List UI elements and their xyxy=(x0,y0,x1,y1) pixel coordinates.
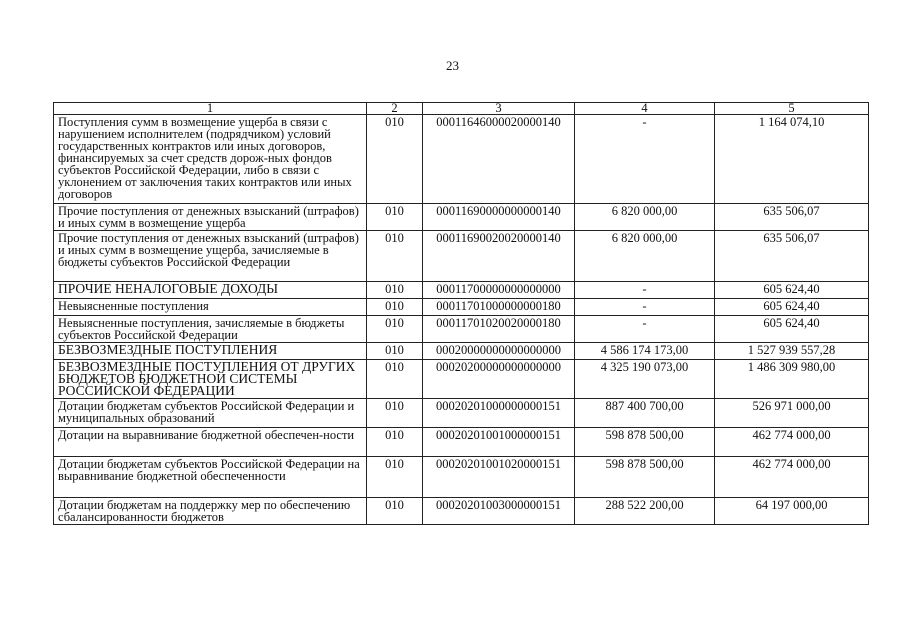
row-planned: - xyxy=(575,282,715,299)
row-planned: 6 820 000,00 xyxy=(575,231,715,282)
row-name: Прочие поступления от денежных взысканий (штрафов) и иных сумм в возмещение ущерба xyxy=(54,204,367,231)
table-row xyxy=(54,498,869,525)
row-name: Прочие поступления от денежных взысканий (штрафов) и иных сумм в возмещение ущерба, зачисляемые в бюджеты субъектов Российской Федерации xyxy=(54,231,367,282)
row-name: БЕЗВОЗМЕЗДНЫЕ ПОСТУПЛЕНИЯ ОТ ДРУГИХ БЮДЖЕТОВ БЮДЖЕТНОЙ СИСТЕМЫ РОССИЙСКОЙ ФЕДЕРАЦИИ xyxy=(54,360,367,399)
row-budget-code: 00011700000000000000 xyxy=(423,282,575,299)
row-budget-code: 00020201001020000151 xyxy=(423,457,575,498)
row-planned: 4 586 174 173,00 xyxy=(575,343,715,360)
row-planned: - xyxy=(575,299,715,316)
table-row xyxy=(54,428,869,457)
row-actual: 526 971 000,00 xyxy=(715,399,869,428)
row-name: Поступления сумм в возмещение ущерба в связи с нарушением исполнителем (подрядчиком) условий государственных контрактов или иных договоров, финансируемых за счет средств дорож-ных фондов субъектов Российской Федерации, либо в связи с уклонением от заключения таких контрактов или иных договоров xyxy=(54,115,367,204)
row-budget-code: 00020201000000000151 xyxy=(423,399,575,428)
row-actual: 462 774 000,00 xyxy=(715,457,869,498)
row-budget-code: 00011701020020000180 xyxy=(423,316,575,343)
row-budget-code: 00020000000000000000 xyxy=(423,343,575,360)
budget-revenue-table xyxy=(53,102,869,525)
row-budget-code: 00011690020020000140 xyxy=(423,231,575,282)
row-actual: 1 527 939 557,28 xyxy=(715,343,869,360)
row-budget-code: 00020201003000000151 xyxy=(423,498,575,525)
row-admin-code: 010 xyxy=(367,299,423,316)
row-actual: 635 506,07 xyxy=(715,204,869,231)
table-row xyxy=(54,115,869,204)
row-admin-code: 010 xyxy=(367,457,423,498)
row-planned: 598 878 500,00 xyxy=(575,457,715,498)
table-row xyxy=(54,360,869,399)
row-budget-code: 00011690000000000140 xyxy=(423,204,575,231)
table-row xyxy=(54,282,869,299)
row-admin-code: 010 xyxy=(367,316,423,343)
row-budget-code: 00011646000020000140 xyxy=(423,115,575,204)
row-budget-code: 00020201001000000151 xyxy=(423,428,575,457)
header-col-2: 2 xyxy=(367,103,423,115)
row-name: Дотации бюджетам на поддержку мер по обеспечению сбалансированности бюджетов xyxy=(54,498,367,525)
row-planned: 598 878 500,00 xyxy=(575,428,715,457)
row-name: Невыясненные поступления, зачисляемые в бюджеты субъектов Российской Федерации xyxy=(54,316,367,343)
row-admin-code: 010 xyxy=(367,115,423,204)
row-name: ПРОЧИЕ НЕНАЛОГОВЫЕ ДОХОДЫ xyxy=(54,282,367,299)
row-name: Дотации бюджетам субъектов Российской Федерации на выравнивание бюджетной обеспеченности xyxy=(54,457,367,498)
row-name: Дотации бюджетам субъектов Российской Федерации и муниципальных образований xyxy=(54,399,367,428)
row-planned: 4 325 190 073,00 xyxy=(575,360,715,399)
table-header-row xyxy=(54,103,869,115)
table-row xyxy=(54,316,869,343)
header-col-4: 4 xyxy=(575,103,715,115)
row-admin-code: 010 xyxy=(367,399,423,428)
row-admin-code: 010 xyxy=(367,343,423,360)
table-row xyxy=(54,231,869,282)
row-actual: 605 624,40 xyxy=(715,299,869,316)
header-col-3: 3 xyxy=(423,103,575,115)
row-admin-code: 010 xyxy=(367,231,423,282)
row-admin-code: 010 xyxy=(367,282,423,299)
row-budget-code: 00020200000000000000 xyxy=(423,360,575,399)
row-name: Невыясненные поступления xyxy=(54,299,367,316)
row-planned: 6 820 000,00 xyxy=(575,204,715,231)
row-planned: - xyxy=(575,115,715,204)
row-budget-code: 00011701000000000180 xyxy=(423,299,575,316)
header-col-1: 1 xyxy=(54,103,367,115)
row-name: Дотации на выравнивание бюджетной обеспечен-ности xyxy=(54,428,367,457)
table-row xyxy=(54,399,869,428)
row-admin-code: 010 xyxy=(367,204,423,231)
row-actual: 605 624,40 xyxy=(715,316,869,343)
row-admin-code: 010 xyxy=(367,428,423,457)
row-actual: 462 774 000,00 xyxy=(715,428,869,457)
table-row xyxy=(54,457,869,498)
table-row xyxy=(54,299,869,316)
row-planned: 288 522 200,00 xyxy=(575,498,715,525)
row-actual: 1 164 074,10 xyxy=(715,115,869,204)
header-col-5: 5 xyxy=(715,103,869,115)
page-number: 23 xyxy=(446,58,459,73)
row-name: БЕЗВОЗМЕЗДНЫЕ ПОСТУПЛЕНИЯ xyxy=(54,343,367,360)
row-actual: 605 624,40 xyxy=(715,282,869,299)
row-planned: 887 400 700,00 xyxy=(575,399,715,428)
row-actual: 64 197 000,00 xyxy=(715,498,869,525)
row-actual: 635 506,07 xyxy=(715,231,869,282)
row-actual: 1 486 309 980,00 xyxy=(715,360,869,399)
table-row xyxy=(54,204,869,231)
row-planned: - xyxy=(575,316,715,343)
table-row xyxy=(54,343,869,360)
row-admin-code: 010 xyxy=(367,360,423,399)
row-admin-code: 010 xyxy=(367,498,423,525)
